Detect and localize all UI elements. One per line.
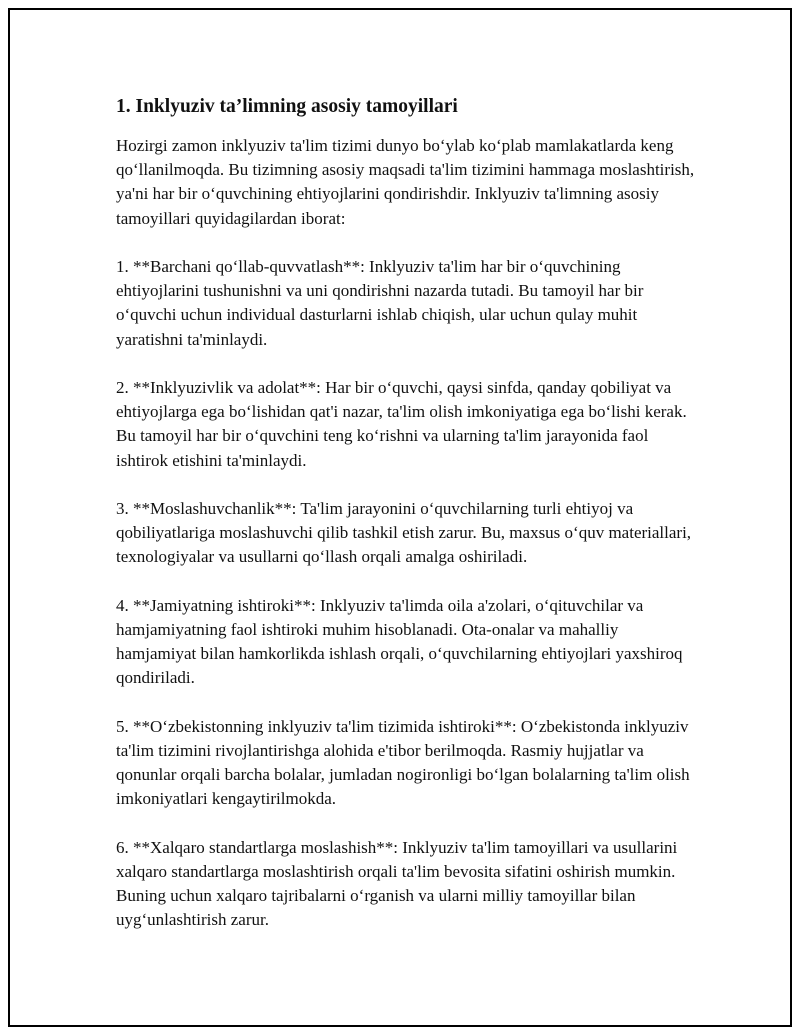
principle-5-paragraph: 5. **O‘zbekistonning inklyuziv ta'lim tizimida ishtiroki**: O‘zbekistonda inklyuziv ta'lim tizimini rivojlantirishga alohida e'tibor berilmoqda. Rasmiy hujjatlar va qonunlar orqali barcha bolalar, jumladan nogironligi bo‘lgan bolalarning ta'lim olish imkoniyatlari kengaytirilmokda. [116,716,690,809]
section-heading: 1. Inklyuziv ta’limning asosiy tamoyillari [116,96,458,117]
principle-2-paragraph: 2. **Inklyuzivlik va adolat**: Har bir o‘quvchi, qaysi sinfda, qanday qobiliyat va ehtiyojlarga ega bo‘lishidan qat'i nazar, ta'lim olish imkoniyatiga ega bo‘lishi kerak. Bu tamoyil har bir o‘quvchini teng ko‘rishni va ularning ta'lim jarayonida faol ishtirok etishini ta'minlaydi. [116,378,687,470]
principle-3-paragraph: 3. **Moslashuvchanlik**: Ta'lim jarayonini o‘quvchilarning turli ehtiyoj va qobiliyatlariga moslashuvchi qilib tashkil etish zarur. Bu, maxsus o‘quv materiallari, texnologiyalar va usullarni qo‘llash orqali amalga oshiriladi. [116,499,692,567]
principle-6-paragraph: 6. **Xalqaro standartlarga moslashish**: Inklyuziv ta'lim tamoyillari va usullarini xalqaro standartlarga moslashtirish orqali ta'lim bevosita sifatini oshirish mumkin. Buning uchun xalqaro tajribalarni o‘rganish va ularni milliy tamoyillar bilan uyg‘unlashtirish zarur. [116,837,678,930]
principle-4-paragraph: 4. **Jamiyatning ishtiroki**: Inklyuziv ta'limda oila a'zolari, o‘qituvchilar va hamjamiyatning faol ishtiroki muhim hisoblanadi. Ota-onalar va mahalliy hamjamiyat bilan hamkorlikda ishlash orqali, o‘quvchilarning ehtiyojlari yaxshiroq qondiriladi. [116,595,683,688]
intro-paragraph: Hozirgi zamon inklyuziv ta'lim tizimi dunyo bo‘ylab ko‘plab mamlakatlarda keng qo‘llanilmoqda. Bu tizimning asosiy maqsadi ta'lim tizimini hammaga moslashtirish, ya'ni har bir o‘quvchining ehtiyojlarini qondirishdir. Inklyuziv ta'limning asosiy tamoyillari quyidagilardan iborat: [116,136,695,228]
document-body [116,94,696,957]
principle-1-paragraph: 1. **Barchani qo‘llab-quvvatlash**: Inklyuziv ta'lim har bir o‘quvchining ehtiyojlarini tushunishni va uni qondirishni nazarda tutadi. Bu tamoyil har bir o‘quvchi uchun individual dasturlarni ishlab chiqish, ular uchun qulay muhit yaratishni ta'minlaydi. [116,257,644,349]
